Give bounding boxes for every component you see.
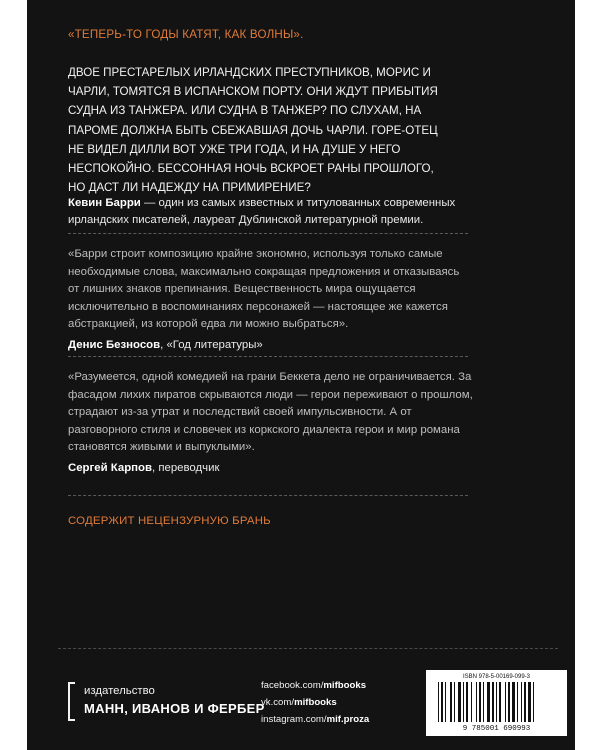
publisher-label: издательство <box>84 685 155 697</box>
synopsis: ДВОЕ ПРЕСТАРЕЛЫХ ИРЛАНДСКИХ ПРЕСТУПНИКОВ, МОРИС И ЧАРЛИ, ТОМЯТСЯ В ИСПАНСКОМ ПОРТУ. ОНИ ЖДУТ ПРИБЫТИЯ СУДНА ИЗ ТАНЖЕРА. ИЛИ СУДНА В ТАНЖЕР? ПО СЛУХАМ, НА ПАРОМЕ ДОЛЖНА БЫТЬ СБЕЖАВШАЯ ДОЧЬ ЧАРЛИ. ГОРЕ-ОТЕЦ НЕ ВИДЕЛ ДИЛЛИ ВОТ УЖЕ ТРИ ГОДА, И НА ДУШЕ У НЕГО НЕСПОКОЙНО. БЕССОННАЯ НОЧЬ ВСКРОЕТ РАНЫ ПРОШЛОГО, НО ДАСТ ЛИ НАДЕЖДУ НА ПРИМИРЕНИЕ? <box>68 66 438 195</box>
review-source <box>68 337 473 355</box>
footer-divider <box>58 648 558 649</box>
tagline: «ТЕПЕРЬ-ТО ГОДЫ КАТЯТ, КАК ВОЛНЫ». <box>68 28 304 41</box>
review-quote-text: «Барри строит композицию крайне экономно, используя только самые необходимые слова, максимально сокращая предложения и отказываясь от лишних знаков препинания. Вещественность мира ощущается исключительно в воспоминаниях персонажей — настоящее же кажется абстракцией, из которой едва ли можно выбраться». <box>68 248 460 331</box>
social-links <box>261 677 369 728</box>
author-bio <box>68 195 488 229</box>
review-source-text: , «Год литературы» <box>160 338 263 351</box>
divider <box>68 356 468 357</box>
social-link-vk[interactable]: vk.com/mifbooks <box>261 697 337 708</box>
review-source <box>68 460 473 478</box>
social-link-instagram[interactable]: instagram.com/mif.proza <box>261 714 370 725</box>
review-quote <box>68 246 473 355</box>
divider <box>68 233 468 234</box>
review-source-text: , переводчик <box>152 461 220 474</box>
divider <box>68 495 468 496</box>
content-warning: СОДЕРЖИТ НЕЦЕНЗУРНУЮ БРАНЬ <box>68 515 271 527</box>
review-author: Сергей Карпов <box>68 461 152 474</box>
publisher-name: МАНН, ИВАНОВ И ФЕРБЕР <box>84 701 265 716</box>
barcode-number: 9 785001 690993 <box>462 725 531 733</box>
review-author: Денис Безносов <box>68 338 161 351</box>
review-quote <box>68 369 473 478</box>
social-link-facebook[interactable]: facebook.com/mifbooks <box>261 680 367 691</box>
publisher-logo-bracket <box>68 682 75 721</box>
review-quote-text: «Разумеется, одной комедией на грани Беккета дело не ограничивается. За фасадом лихих пиратов скрываются люди — герои переживают о прошлом, страдают из-за утрат и последствий своей импульсивности. А от разговорного стиля и словечек из коркского диалекта герои и мир романа становятся живыми и выпуклыми». <box>68 371 473 454</box>
barcode <box>426 670 567 736</box>
author-bio-text: — один из самых известных и титулованных современных ирландских писателей, лауреат Дублинской литературной премии. <box>68 197 456 226</box>
isbn-label: ISBN 978-5-00169-099-3 <box>462 674 531 680</box>
book-back-cover <box>27 0 575 750</box>
barcode-icon <box>438 682 555 722</box>
author-name: Кевин Барри <box>68 197 141 209</box>
